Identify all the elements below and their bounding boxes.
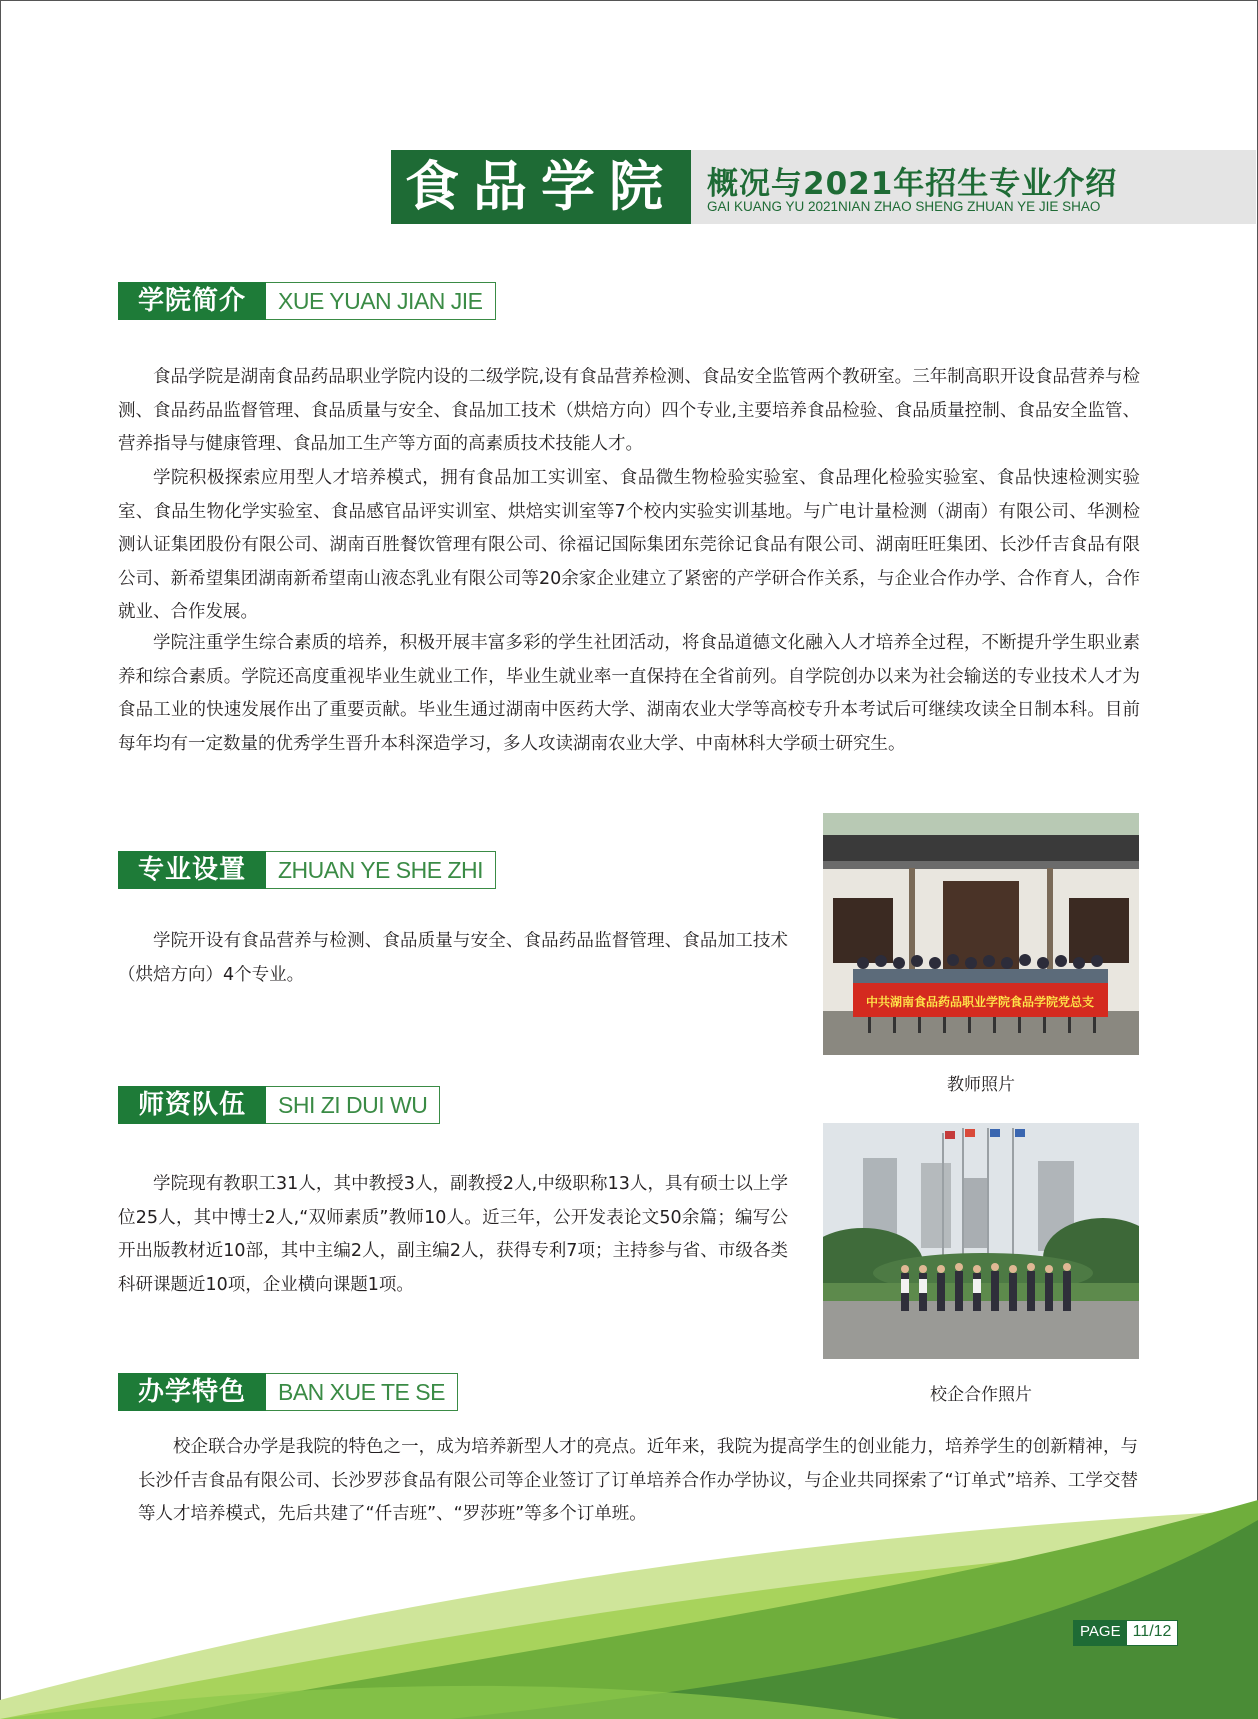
majors-heading-cn: 专业设置 [118,851,266,889]
college-name: 食品学院 [391,150,691,224]
header-title: 概况与2021年招生专业介绍 [707,166,1118,202]
faculty-heading-cn: 师资队伍 [118,1086,266,1124]
page-number: 11/12 [1127,1621,1178,1645]
intro-paragraph-2: 学院积极探索应用型人才培养模式，拥有食品加工实训室、食品微生物检验实验室、食品理化检验实验室、食品快速检测实验室、食品生物化学实验室、食品感官品评实训室、烘焙实训室等7个校内实验实训基地。与广电计量检测（湖南）有限公司、华测检测认证集团股份有限公司、湖南百胜餐饮管理有限公司、徐福记国际集团东莞徐记食品有限公司、湖南旺旺集团、长沙仟吉食品有限公司、新希望集团湖南新希望南山液态乳业有限公司等20余家企业建立了紧密的产学研合作关系，与企业合作办学、合作育人，合作就业、合作发展。 [118,468,1140,622]
teachers-photo-caption: 教师照片 [947,1075,1015,1095]
faculty-heading-en: SHI ZI DUI WU [266,1086,440,1124]
intro-paragraph-3: 学院注重学生综合素质的培养，积极开展丰富多彩的学生社团活动，将食品道德文化融入人才培养全过程，不断提升学生职业素养和综合素质。学院还高度重视毕业生就业工作，毕业生就业率一直保持在全省前列。自学院创办以来为社会输送的专业技术人才为食品工业的快速发展作出了重要贡献。毕业生通过湖南中医药大学、湖南农业大学等高校专升本考试后可继续攻读全日制本科。目前每年均有一定数量的优秀学生晋升本科深造学习，多人攻读湖南农业大学、中南林科大学硕士研究生。 [118,633,1140,754]
cooperation-photo [823,1123,1139,1359]
intro-heading-en: XUE YUAN JIAN JIE [266,282,496,320]
majors-heading-en: ZHUAN YE SHE ZHI [266,851,496,889]
faculty-text: 学院现有教职工31人，其中教授3人，副教授2人,中级职称13人，具有硕士以上学位25人，其中博士2人,“双师素质”教师10人。近三年，公开发表论文50余篇；编写公开出版教材近10部，其中主编2人，副主编2人，获得专利7项；主持参与省、市级各类科研课题近10项，企业横向课题1项。 [118,1174,788,1295]
features-heading-cn: 办学特色 [118,1373,266,1411]
cooperation-photo-caption: 校企合作照片 [930,1385,1032,1405]
intro-paragraph-1: 食品学院是湖南食品药品职业学院内设的二级学院,设有食品营养检测、食品安全监管两个教研室。三年制高职开设食品营养与检测、食品药品监督管理、食品质量与安全、食品加工技术（烘焙方向）四个专业,主要培养食品检验、食品质量控制、食品安全监管、营养指导与健康管理、食品加工生产等方面的高素质技术技能人才。 [118,367,1140,454]
teachers-photo [823,813,1139,1055]
intro-heading-cn: 学院简介 [118,282,266,320]
page-label: PAGE [1074,1621,1127,1645]
header-subtitle: GAI KUANG YU 2021NIAN ZHAO SHENG ZHUAN YE JIE SHAO [707,199,1101,214]
teachers-photo-illustration [823,813,1139,1055]
page-number-box [1073,1620,1178,1646]
features-heading-en: BAN XUE TE SE [266,1373,458,1411]
cooperation-photo-illustration [823,1123,1139,1359]
majors-text: 学院开设有食品营养与检测、食品质量与安全、食品药品监督管理、食品加工技术（烘焙方向）4个专业。 [118,931,788,985]
features-text: 校企联合办学是我院的特色之一，成为培养新型人才的亮点。近年来，我院为提高学生的创业能力，培养学生的创新精神，与长沙仟吉食品有限公司、长沙罗莎食品有限公司等企业签订了订单培养合作办学协议，与企业共同探索了“订单式”培养、工学交替等人才培养模式，先后共建了“仟吉班”、“罗莎班”等多个订单班。 [138,1437,1138,1524]
header-title-box [691,150,1256,224]
teachers-photo-banner-text: 中共湖南食品药品职业学院食品学院党总支 [865,995,1095,1009]
decorative-wave [0,1480,1258,1719]
header-banner [391,150,1256,224]
